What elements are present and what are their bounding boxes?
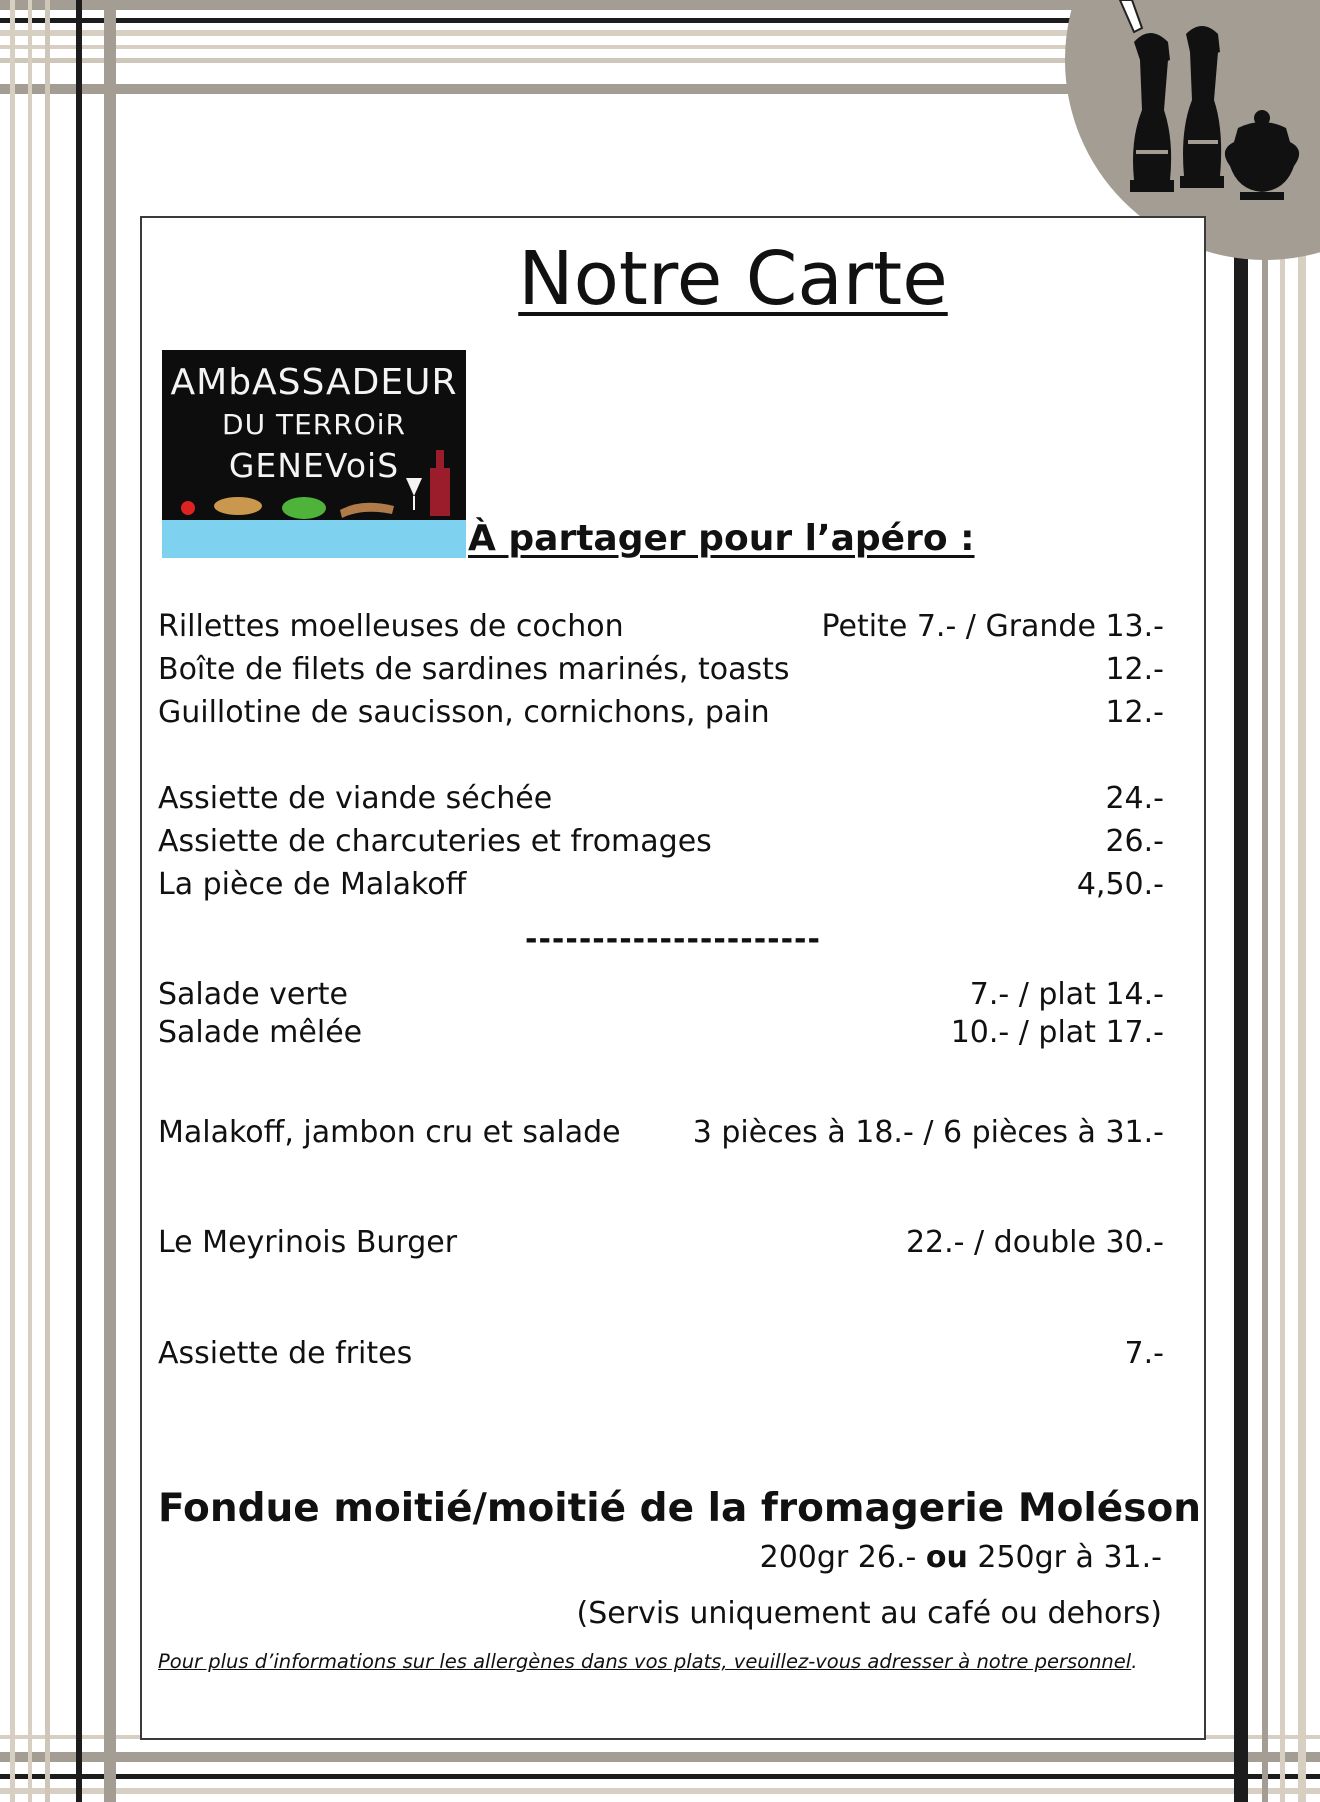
item-price: 26.- [1105, 824, 1164, 859]
item-price: 3 pièces à 18.- / 6 pièces à 31.- [692, 1115, 1164, 1150]
stripe [0, 1752, 1320, 1762]
menu-item [158, 975, 1164, 1015]
item-price: 10.- / plat 17.- [950, 1015, 1164, 1050]
stripe [0, 18, 1090, 23]
stripe [28, 0, 32, 1802]
item-name: Salade mêlée [158, 1015, 363, 1050]
food-illustration-icon [162, 350, 466, 558]
stripe [10, 0, 15, 1802]
item-name: Assiette de frites [158, 1336, 413, 1371]
menu-item [158, 822, 1164, 862]
menu-item [158, 1013, 1164, 1053]
fondue-price-a: 200gr 26.- [759, 1540, 926, 1575]
item-price: 4,50.- [1076, 867, 1164, 902]
item-name: Salade verte [158, 977, 348, 1012]
stripe [45, 0, 50, 1802]
menu-item [158, 1223, 1164, 1263]
stripe [0, 58, 1090, 63]
item-name: Le Meyrinois Burger [158, 1225, 458, 1260]
menu-item [158, 1113, 1164, 1153]
logo-line-2: DU TERROiR [222, 408, 406, 441]
menu-item [158, 779, 1164, 819]
item-name: Assiette de viande séchée [158, 781, 553, 816]
menu-item [158, 865, 1164, 905]
stripe [1262, 250, 1268, 1802]
fondue-price-b: 250gr à 31.- [967, 1540, 1162, 1575]
fondue-title: Fondue moitié/moitié de la fromagerie Moléson [158, 1486, 1202, 1531]
item-name: Assiette de charcuteries et fromages [158, 824, 712, 859]
item-price: 7.- / plat 14.- [969, 977, 1164, 1012]
item-name: Guillotine de saucisson, cornichons, pain [158, 695, 770, 730]
item-price: Petite 7.- / Grande 13.- [821, 609, 1164, 644]
stripe [0, 1788, 1320, 1794]
item-name: Rillettes moelleuses de cochon [158, 609, 624, 644]
fondue-price [760, 1538, 1162, 1578]
stripe [0, 1774, 1320, 1779]
item-name: Boîte de filets de sardines marinés, toasts [158, 652, 790, 687]
item-price: 22.- / double 30.- [905, 1225, 1164, 1260]
logo-line-1: AMbASSADEUR [170, 362, 458, 403]
separator: ---------------------- [525, 922, 821, 957]
item-price: 7.- [1124, 1336, 1164, 1371]
stripe [1280, 250, 1285, 1802]
terroir-logo [162, 350, 466, 558]
item-name: La pièce de Malakoff [158, 867, 467, 902]
menu-card [140, 216, 1206, 1740]
allergen-text: Pour plus d’informations sur les allergènes dans vos plats, veuillez-vous adresser à notre personnel [158, 1650, 1132, 1673]
logo-line-3: GENEVoiS [228, 446, 400, 485]
menu-item [158, 693, 1164, 733]
stripe [0, 84, 1090, 94]
stripe [76, 0, 82, 1802]
menu-item [158, 1334, 1164, 1374]
stripe [0, 45, 1090, 49]
fondue-price-or: ou [925, 1540, 968, 1575]
item-name: Malakoff, jambon cru et salade [158, 1115, 621, 1150]
stripe [104, 0, 116, 1802]
fondue-note: (Servis uniquement au café ou dehors) [576, 1596, 1162, 1631]
item-price: 12.- [1105, 695, 1164, 730]
menu-item [158, 650, 1164, 690]
item-price: 24.- [1105, 781, 1164, 816]
stripe [0, 30, 1090, 36]
stripe [1298, 250, 1306, 1802]
section-title: À partager pour l’apéro : [468, 518, 975, 559]
item-price: 12.- [1105, 652, 1164, 687]
allergen-dot: . [1131, 1650, 1138, 1673]
salt-pepper-icon [1110, 0, 1310, 215]
menu-item [158, 607, 1164, 647]
stripe [1234, 250, 1248, 1802]
page-title: Notre Carte [518, 236, 948, 322]
allergen-note [158, 1650, 1137, 1673]
